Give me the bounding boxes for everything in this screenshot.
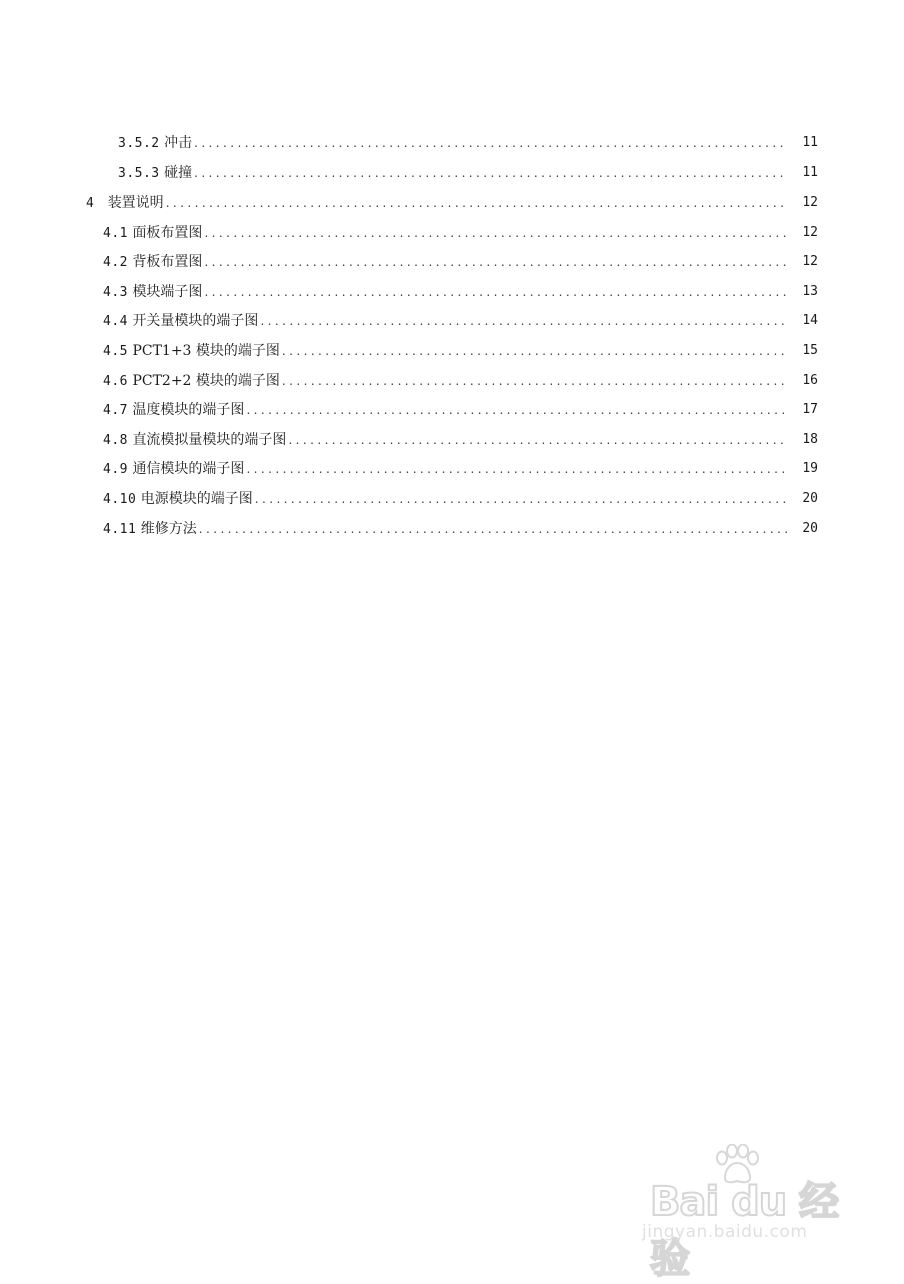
toc-dot-leader xyxy=(166,191,788,215)
baidu-jingyan-watermark xyxy=(642,1144,852,1282)
toc-entry-title: 维修方法 xyxy=(140,520,197,537)
watermark-site: jingyan.baidu.com xyxy=(642,1222,808,1242)
toc-dot-leader xyxy=(288,428,788,452)
toc-entry-label xyxy=(103,221,204,246)
toc-entry[interactable] xyxy=(103,517,818,541)
toc-entry[interactable] xyxy=(118,131,818,155)
toc-dot-leader xyxy=(194,161,788,185)
toc-entry-title: 面板布置图 xyxy=(132,224,203,241)
toc-entry-title: 背板布置图 xyxy=(132,253,203,270)
toc-entry-title: PCT2+2 模块的端子图 xyxy=(132,372,280,389)
toc-entry-number: 4.5 xyxy=(103,343,128,359)
toc-entry-number: 3.5.3 xyxy=(118,165,160,181)
toc-entry-title: 碰撞 xyxy=(164,164,193,181)
toc-entry-number: 4.2 xyxy=(103,254,128,270)
toc-dot-leader xyxy=(204,280,788,304)
toc-entry[interactable] xyxy=(103,457,818,481)
toc-entry[interactable] xyxy=(103,309,818,333)
toc-entry-number: 4.10 xyxy=(103,491,137,507)
toc-dot-leader xyxy=(255,487,788,511)
toc-entry-title: PCT1+3 模块的端子图 xyxy=(132,342,280,359)
toc-entry-number: 4.6 xyxy=(103,373,128,389)
toc-dot-leader xyxy=(194,131,788,155)
toc-entry-label xyxy=(103,280,204,305)
toc-entry-label xyxy=(103,339,282,364)
toc-entry-page: 11 xyxy=(802,135,818,150)
toc-entry-number: 4.9 xyxy=(103,461,128,477)
toc-entry-label xyxy=(103,428,288,453)
toc-entry-title: 装置说明 xyxy=(107,194,164,211)
toc-entry-page: 13 xyxy=(802,284,818,299)
toc-entry-page: 12 xyxy=(802,225,818,240)
toc-entry-page: 12 xyxy=(802,254,818,269)
toc-entry-label xyxy=(103,517,199,542)
toc-entry-title: 模块端子图 xyxy=(132,283,203,300)
toc-entry-label xyxy=(103,309,260,334)
toc-entry-title: 冲击 xyxy=(164,134,193,151)
toc-entry-number: 4.8 xyxy=(103,432,128,448)
toc-dot-leader xyxy=(282,339,788,363)
toc-dot-leader xyxy=(282,369,788,393)
toc-entry-page: 19 xyxy=(802,461,818,476)
toc-dot-leader xyxy=(199,517,788,541)
toc-entry-title: 电源模块的端子图 xyxy=(140,490,253,507)
toc-entry-number: 4.3 xyxy=(103,284,128,300)
toc-dot-leader xyxy=(246,457,788,481)
toc-entry[interactable] xyxy=(103,339,818,363)
watermark-brand: Bai du 经验 xyxy=(650,1179,839,1282)
toc-entry-label xyxy=(103,250,204,275)
toc-entry-title: 温度模块的端子图 xyxy=(132,401,245,418)
toc-entry-label xyxy=(118,131,194,156)
toc-entry[interactable] xyxy=(86,191,818,215)
toc-dot-leader xyxy=(246,398,788,422)
toc-entry[interactable] xyxy=(103,221,818,245)
toc-entry-label xyxy=(118,161,194,186)
toc-entry[interactable] xyxy=(118,161,818,185)
toc-entry-page: 17 xyxy=(802,402,818,417)
toc-entry-label xyxy=(103,398,246,423)
toc-entry-label xyxy=(103,457,246,482)
toc-entry[interactable] xyxy=(103,428,818,452)
toc-entry-page: 16 xyxy=(802,373,818,388)
toc-entry-page: 12 xyxy=(802,195,818,210)
toc-entry-title: 通信模块的端子图 xyxy=(132,460,245,477)
toc-entry-number: 4.4 xyxy=(103,313,128,329)
toc-entry-label xyxy=(103,369,282,394)
toc-dot-leader xyxy=(204,250,788,274)
toc-entry-page: 15 xyxy=(802,343,818,358)
toc-entry-number: 4 xyxy=(86,195,95,211)
toc-entry-page: 14 xyxy=(802,313,818,328)
toc-entry-page: 20 xyxy=(802,521,818,536)
toc-entry[interactable] xyxy=(103,280,818,304)
toc-entry-number: 4.1 xyxy=(103,225,128,241)
toc-entry-title: 直流模拟量模块的端子图 xyxy=(132,431,287,448)
toc-entry-title: 开关量模块的端子图 xyxy=(132,312,259,329)
toc-entry-page: 20 xyxy=(802,491,818,506)
toc-entry[interactable] xyxy=(103,487,818,511)
toc-dot-leader xyxy=(260,309,788,333)
toc-entry-label xyxy=(86,191,166,216)
toc-entry-number: 4.7 xyxy=(103,402,128,418)
toc-dot-leader xyxy=(204,221,788,245)
toc-entry[interactable] xyxy=(103,369,818,393)
toc-entry[interactable] xyxy=(103,250,818,274)
toc-entry-page: 11 xyxy=(802,165,818,180)
toc-entry-label xyxy=(103,487,255,512)
toc-entry-number: 3.5.2 xyxy=(118,135,160,151)
toc-entry[interactable] xyxy=(103,398,818,422)
toc-entry-page: 18 xyxy=(802,432,818,447)
toc-entry-number: 4.11 xyxy=(103,521,137,537)
